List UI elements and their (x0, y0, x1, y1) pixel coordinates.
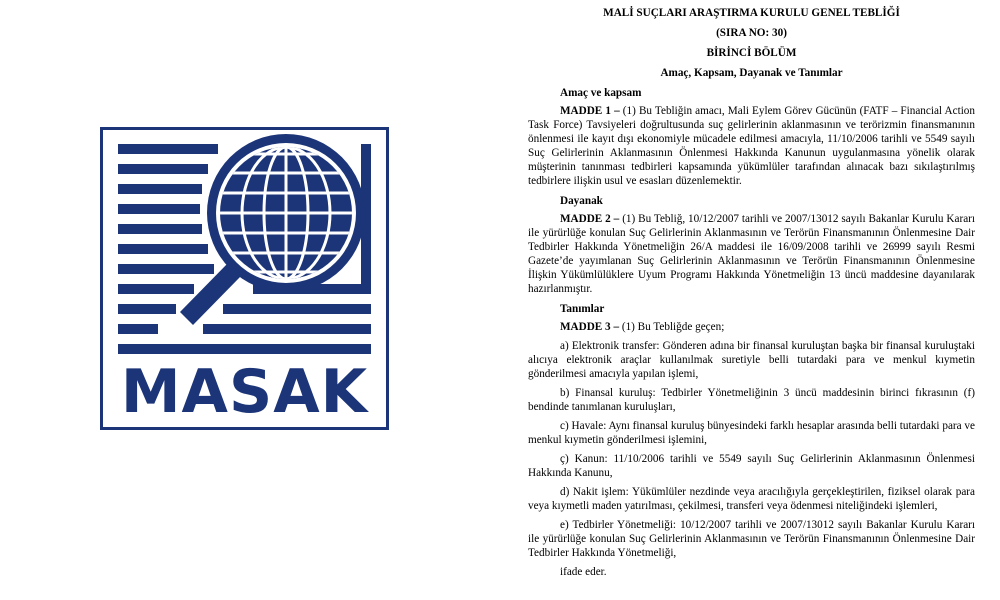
definition-item: ç) Kanun: 11/10/2006 tarihli ve 5549 sayılı Suç Gelirlerinin Aklanmasının Önlenmesi Hakkında Kanunu, (528, 453, 975, 479)
document-title: MALİ SUÇLARI ARAŞTIRMA KURULU GENEL TEBLİĞİ (603, 7, 900, 19)
section-heading: Amaç ve kapsam (560, 87, 642, 99)
madde-1 (528, 104, 975, 188)
bolum-title: BİRİNCİ BÖLÜM (706, 47, 797, 59)
madde-3 (528, 320, 975, 334)
definition-item: c) Havale: Aynı finansal kuruluş bünyesindeki farklı hesaplar arasında belli tutardaki para ve menkul kıymetin gönderilmesi işlemini, (528, 420, 975, 446)
masak-logo (100, 127, 389, 430)
definition-item: b) Finansal kuruluş: Tedbirler Yönetmeliğinin 3 üncü maddesinin birinci fıkrasının (f) bendinde tanımlanan kuruluşları, (528, 387, 975, 413)
definition-item: e) Tedbirler Yönetmeliği: 10/12/2007 tarihli ve 2007/13012 sayılı Bakanlar Kurulu Kararı ile yürürlüğe konulan Suç Gelirlerinin Aklanmasının ve Terörün Finansmanının Önlenmesine Dair Tedbirler Hakkında Yönetmeliği, (528, 519, 975, 559)
madde-text: (1) Bu Tebliğde geçen; (619, 321, 725, 333)
madde-label: MADDE 1 – (560, 105, 620, 117)
bolum-subtitle: Amaç, Kapsam, Dayanak ve Tanımlar (660, 67, 843, 79)
document (528, 6, 975, 584)
section-heading: Dayanak (560, 195, 603, 207)
section-heading: Tanımlar (560, 303, 605, 315)
madde-2 (528, 212, 975, 296)
madde-label: MADDE 3 – (560, 321, 620, 333)
sira-no: (SIRA NO: 30) (716, 27, 787, 39)
madde-text: (1) Bu Tebliğin amacı, Mali Eylem Görev Gücünün (FATF – Financial Action Task Force) Tavsiyeleri doğrultusunda suç gelirlerinin aklanmasının ve terörizmin finansmanının önlenmesi ile kayıt dışı ekonomiyle mücadele edilmesi amacıyla, 11/10/2006 tarihli ve 5549 sayılı Suç Gelirlerinin Aklanmasının Önlenmesi Hakkında Kanunun uygulanmasına yönelik olarak müşterinin tanınması tedbirleri kapsamında yükümlüler tarafından alınacak bazı sıkılaştırılmış tedbirlere ilişkin usul ve esasları düzenlemektir. (528, 105, 975, 187)
definition-closing: ifade eder. (560, 566, 607, 578)
madde-label: MADDE 2 – (560, 213, 620, 225)
definition-item: a) Elektronik transfer: Gönderen adına bir finansal kuruluştan başka bir finansal kuruluştaki alıcıya elektronik araçlar kullanılmak suretiyle belli tutardaki para ve menkul kıymetin gönderilmesi amacıyla yapılan işlemi, (528, 340, 975, 380)
madde-text: (1) Bu Tebliğ, 10/12/2007 tarihli ve 2007/13012 sayılı Bakanlar Kurulu Kararı ile yürürlüğe konulan Suç Gelirlerinin Aklanmasının ve Terörün Finansmanının Önlenmesine Dair Tedbirler Hakkında Yönetmeliğin 26/A maddesi ile 16/09/2008 tarihli ve 26999 sayılı Resmi Gazete’de yayımlanan Suç Gelirlerinin Aklanmasının ve Terörün Finansmanının Önlenmesine İlişkin Yükümlülüklere Uyum Programı Hakkında Yönetmeliğin 13 üncü maddesine dayanılarak hazırlanmıştır. (528, 213, 975, 295)
logo-text: MASAK (120, 357, 369, 427)
definition-item: d) Nakit işlem: Yükümlüler nezdinde veya aracılığıyla gerçekleştirilen, fiziksel olarak para veya kıymetli maden yatırılması, çekilmesi, transferi veya ödenmesi niteliğindeki işlemleri, (528, 486, 975, 512)
